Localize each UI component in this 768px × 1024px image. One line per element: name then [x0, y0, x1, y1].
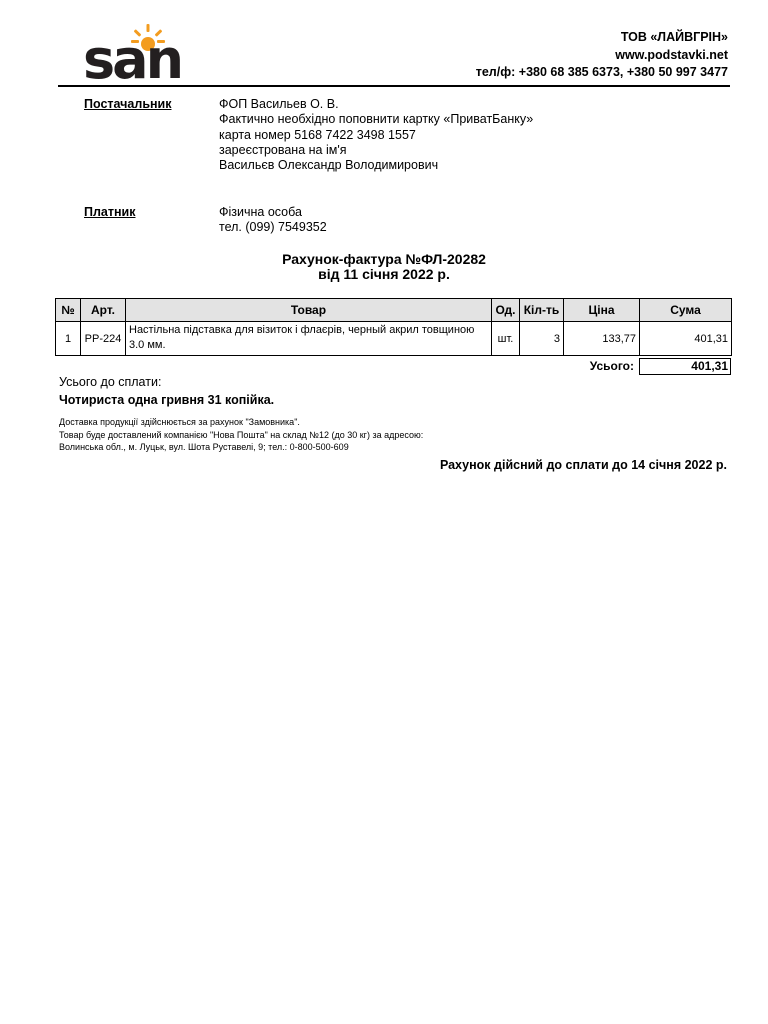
- company-header: [476, 29, 728, 82]
- col-header-qty: Кіл-ть: [520, 299, 564, 322]
- supplier-line: ФОП Васильев О. В.: [219, 97, 339, 111]
- cell-product: Настільна підставка для візиток і флаєрів, черный акрил товщиною 3.0 мм.: [126, 322, 492, 356]
- cell-unit: шт.: [492, 322, 520, 356]
- validity-note: Рахунок дійсний до сплати до 14 січня 2022 р.: [439, 458, 727, 472]
- col-header-price: Ціна: [564, 299, 640, 322]
- col-header-art: Арт.: [81, 299, 126, 322]
- table-header-row: [56, 299, 732, 322]
- col-header-no: №: [56, 299, 81, 322]
- company-website: www.podstavki.net: [615, 47, 728, 62]
- total-value: 401,31: [639, 358, 731, 375]
- supplier-details: [219, 97, 533, 173]
- payer-details: [219, 205, 327, 236]
- supplier-line: зареєстрована на ім'я: [219, 142, 347, 157]
- header-divider: [58, 85, 730, 87]
- san-logo: [82, 22, 204, 82]
- logo-text: san: [83, 28, 182, 82]
- note-line: Волинська обл., м. Луцьк, вул. Шота Руставелі, 9; тел.: 0-800-500-609: [59, 442, 349, 452]
- supplier-line: карта номер 5168 7422 3498 1557: [219, 127, 416, 142]
- invoice-date: від 11 січня 2022 р.: [318, 266, 450, 282]
- cell-price: 133,77: [564, 322, 640, 356]
- payer-label: Платник: [84, 205, 136, 219]
- table-row: [56, 322, 732, 356]
- cell-sum: 401,31: [640, 322, 732, 356]
- cell-qty: 3: [520, 322, 564, 356]
- company-name: ТОВ «ЛАЙВГРІН»: [620, 30, 728, 44]
- note-line: Доставка продукції здійснюється за рахунок "Замовника".: [59, 417, 300, 427]
- supplier-line: Фактично необхідно поповнити картку «ПриватБанку»: [219, 112, 534, 127]
- col-header-unit: Од.: [492, 299, 520, 322]
- col-header-sum: Сума: [640, 299, 732, 322]
- supplier-label: Постачальник: [84, 97, 172, 111]
- amount-in-words: Чотириста одна гривня 31 копійка.: [59, 393, 275, 407]
- cell-no: 1: [56, 322, 81, 356]
- items-table: [55, 298, 732, 356]
- payer-line: тел. (099) 7549352: [219, 220, 327, 235]
- amount-due-label: Усього до сплати:: [59, 375, 162, 389]
- col-header-product: Товар: [126, 299, 492, 322]
- note-line: Товар буде доставлений компанією "Нова Пошта" на склад №12 (до 30 кг) за адресою:: [59, 429, 424, 440]
- supplier-line: Васильєв Олександр Володимирович: [219, 158, 439, 173]
- delivery-notes: [59, 416, 423, 454]
- total-label: Усього:: [589, 359, 634, 373]
- company-phones: тел/ф: +380 68 385 6373, +380 50 997 3477: [475, 65, 728, 79]
- invoice-title: Рахунок-фактура №ФЛ-20282: [282, 251, 486, 267]
- payer-line: Фізична особа: [219, 205, 302, 219]
- cell-art: PP-224: [81, 322, 126, 356]
